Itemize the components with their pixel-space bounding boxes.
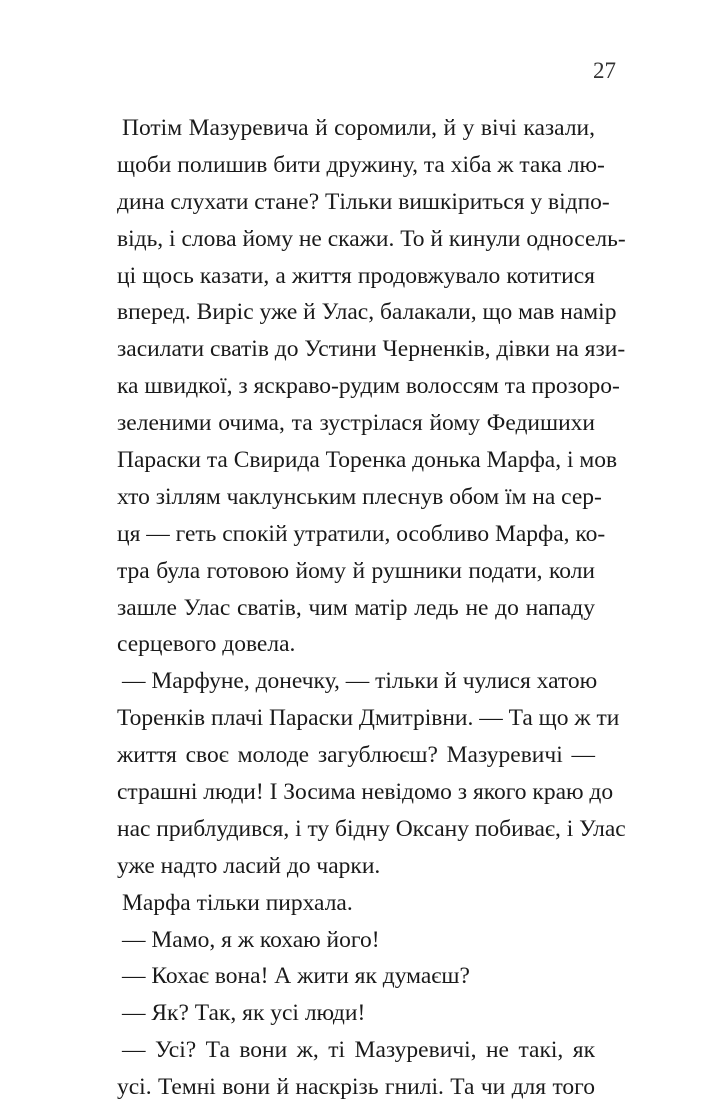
text-line: страшні люди! І Зосима невідомо з якого краю до	[117, 779, 614, 806]
text-line: — Марфуне, донечку, — тільки й чулися хатою	[122, 668, 598, 695]
text-line: — Кохає вона! А жити як думаєш?	[122, 963, 470, 990]
text-line: засилати сватів до Устини Черненків, дівки на язи-	[117, 336, 626, 363]
page-number: 27	[593, 58, 616, 83]
text-line: — Як? Так, як усі люди!	[122, 1000, 366, 1027]
text-line: Торенків плачі Параски Дмитрівни. — Та що ж ти	[117, 705, 620, 732]
text-line: уже надто ласий до чарки.	[117, 852, 381, 879]
text-line: життя своє молоде загублюєш? Мазуревичі —	[117, 742, 595, 769]
text-line: зеленими очима, та зустрілася йому Федишихи	[117, 410, 595, 437]
text-line: хто зіллям чаклунським плеснув обом їм на сер-	[117, 483, 602, 510]
text-line: Параски та Свирида Торенка донька Марфа, і мов	[117, 447, 618, 474]
text-line: ці щось казати, а життя продовжувало котитися	[117, 262, 595, 289]
text-line: відь, і слова йому не скажи. То й кинули односель-	[117, 225, 626, 252]
text-line: усі. Темні вони й наскрізь гнилі. Та чи для того	[117, 1074, 595, 1101]
text-line: серцевого довела.	[117, 631, 296, 658]
text-line: — Усі? Та вони ж, ті Мазуревичі, не такі, як	[122, 1037, 595, 1064]
text-line: зашле Улас сватів, чим матір ледь не до нападу	[117, 594, 595, 621]
text-line: тра була готовою йому й рушники подати, коли	[117, 557, 595, 584]
text-line: дина слухати стане? Тільки вишкіриться у відпо-	[117, 188, 610, 215]
text-line: Марфа тільки пирхала.	[122, 889, 353, 916]
text-line: нас приблудився, і ту бідну Оксану побиває, і Улас	[117, 815, 626, 842]
text-line: вперед. Виріс уже й Улас, балакали, що мав намір	[117, 299, 617, 326]
text-line: щоби полишив бити дружину, та хіба ж така лю-	[117, 151, 605, 178]
text-line: Потім Мазуревича й соромили, й у вічі казали,	[122, 115, 595, 141]
text-line: — Мамо, я ж кохаю його!	[122, 926, 380, 953]
text-line: ка швидкої, з яскраво-рудим волоссям та прозоро-	[117, 373, 620, 400]
body-text	[117, 110, 626, 1106]
text-line: ця — геть спокій утратили, особливо Марфа, ко-	[117, 520, 606, 547]
